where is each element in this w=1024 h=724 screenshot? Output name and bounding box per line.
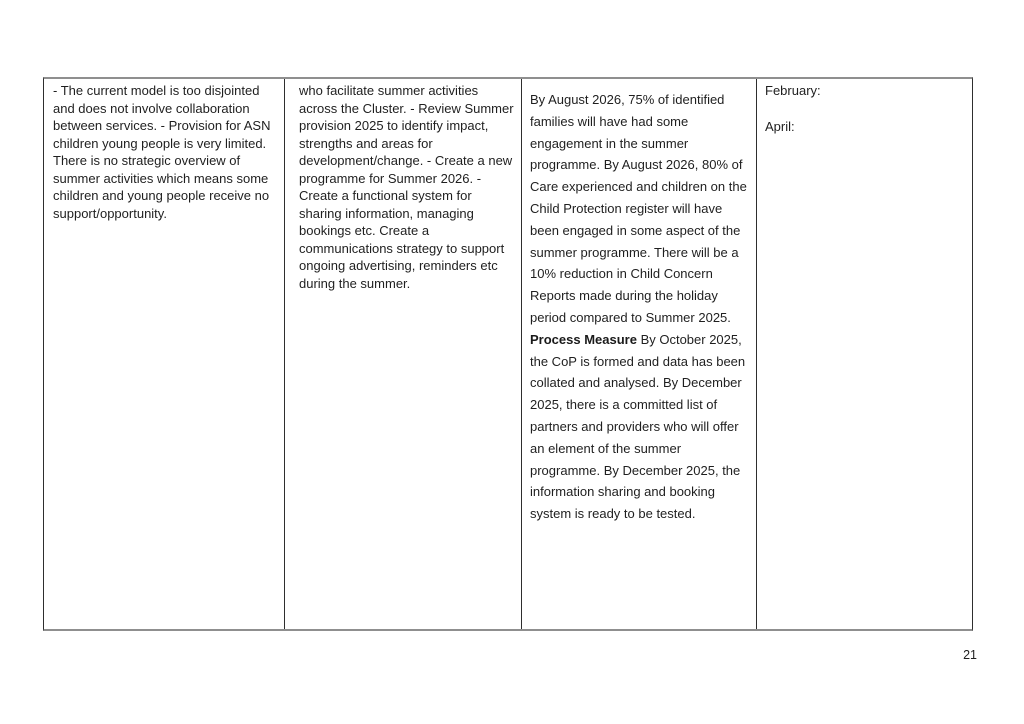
process-measure-heading: Process Measure — [530, 331, 637, 347]
measures-process-text: By October 2025, the CoP is formed and data has been collated and analysed. By December 2025, there is a committed list of partners and providers who will offer an element of the summer programme. By December 2025, the information sharing and booking system is ready to be tested. — [530, 331, 746, 522]
table-cell-measures — [521, 79, 756, 629]
table-cell-actions: who facilitate summer activities across the Cluster. - Review Summer provision 2025 to identify impact, strengths and areas for development/change. - Create a new programme for Summer 2026. - Create a functional system for sharing information, managing bookings etc. Create a communications strategy to support ongoing advertising, reminders etc during the summer. — [284, 79, 521, 629]
timeline-february-label: February: — [765, 83, 821, 98]
page-number: 21 — [963, 648, 977, 662]
measures-outcome-text: By August 2026, 75% of identified families will have had some engagement in the summer programme. By August 2026, 80% of Care experienced and children on the Child Protection register will have been engaged in some aspect of the summer programme. There will be a 10% reduction in Child Concern Reports made during the holiday period compared to Summer 2025. — [530, 92, 747, 325]
table-cell-timeline — [756, 79, 972, 629]
table-cell-current-model: - The current model is too disjointed and does not involve collaboration between services. - Provision for ASN children young people is very limited. There is no strategic overview of summer activities which means some children and young people receive no support/opportunity. — [53, 83, 271, 221]
timeline-april-label: April: — [765, 118, 795, 134]
summary-table — [43, 77, 973, 631]
